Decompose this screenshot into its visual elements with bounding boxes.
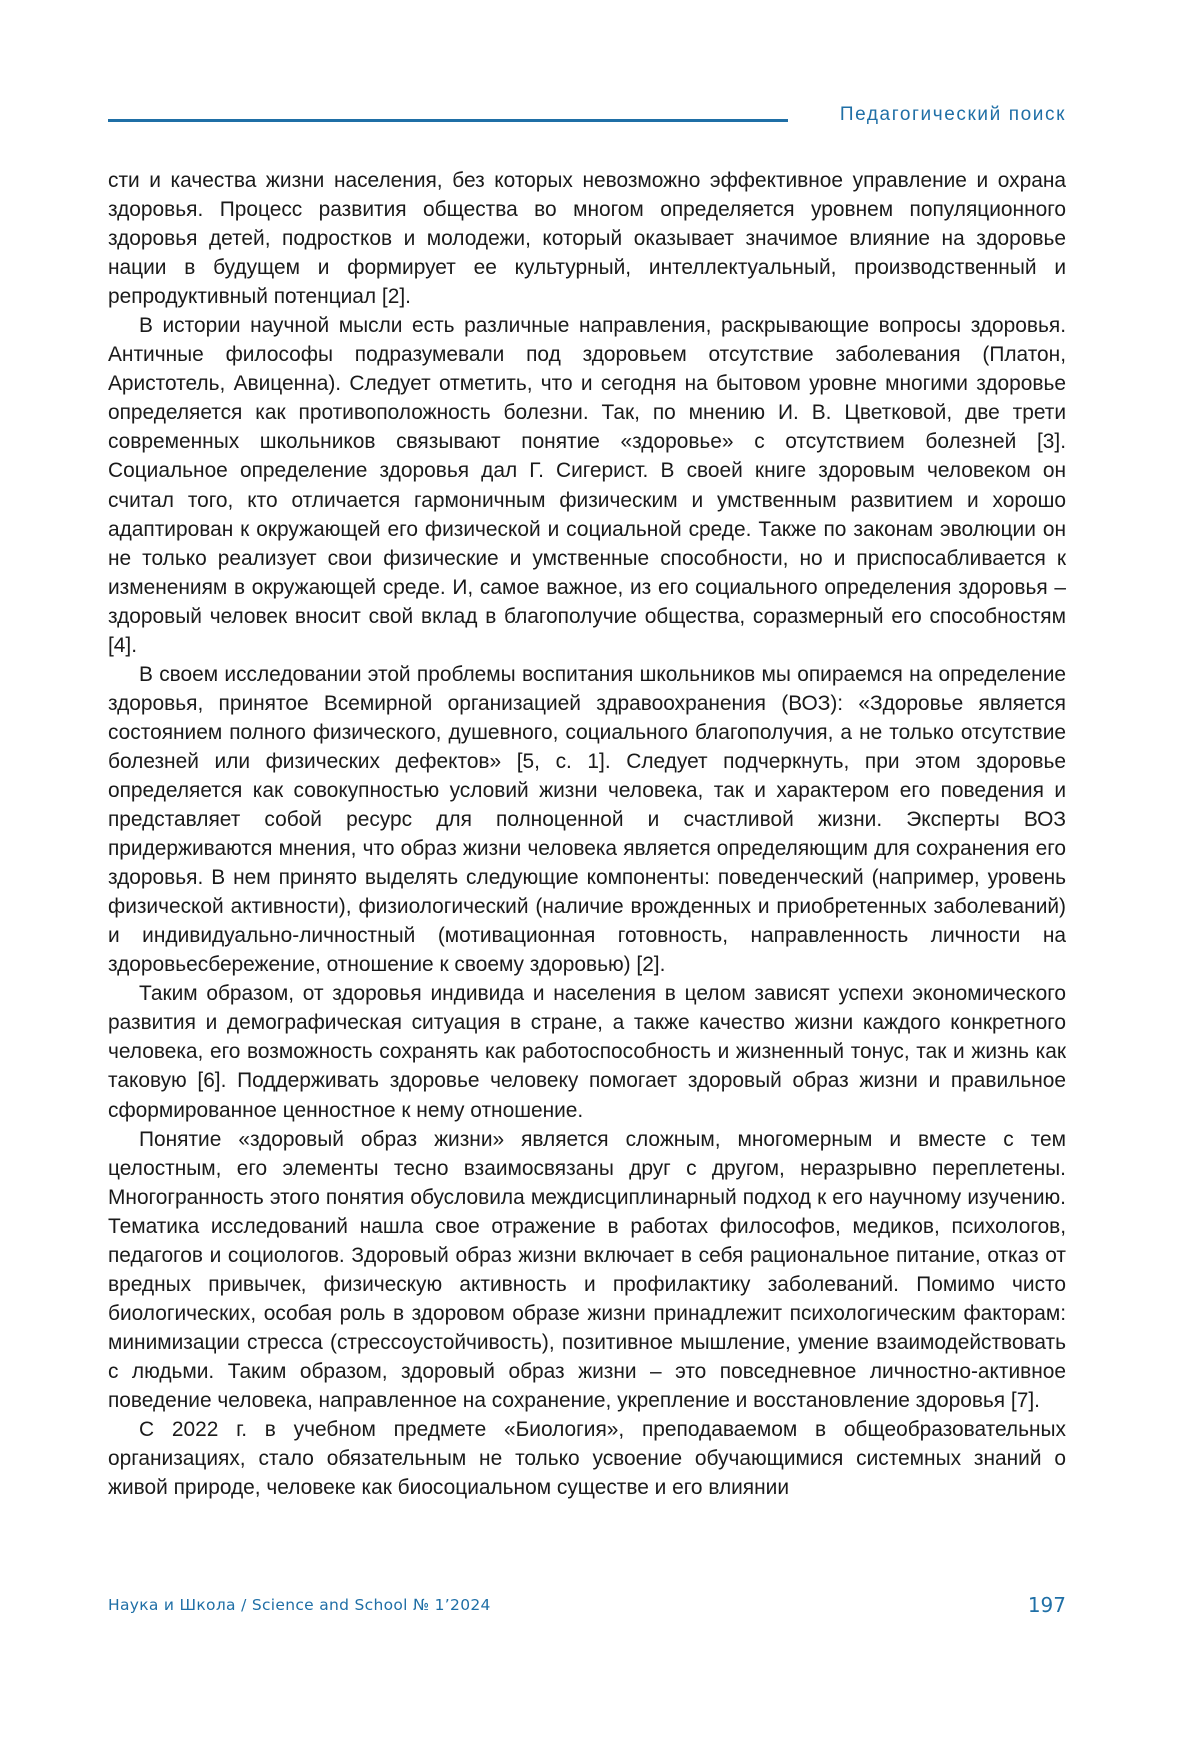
- paragraph: В истории научной мысли есть различные направления, раскрывающие вопросы здоровья. Античные философы подразумевали под здоровьем отсутствие заболевания (Платон, Аристотель, Авиценна). Следует отметить, что и сегодня на бытовом уровне многими здоровье определяется как противоположность болезни. Так, по мнению И. В. Цветковой, две трети современных школьников связывают понятие «здоровье» с отсутствием болезней [3]. Социальное определение здоровья дал Г. Сигерист. В своей книге здоровым человеком он считал того, кто отличается гармоничным физическим и умственным развитием и хорошо адаптирован к окружающей его физической и социальной среде. Также по законам эволюции он не только реализует свои физические и умственные способности, но и приспосабливается к изменениям в окружающей среде. И, самое важное, из его социального определения здоровья – здоровый человек вносит свой вклад в благополучие общества, соразмерный его способностям [4].: [108, 314, 1066, 657]
- paragraph: Понятие «здоровый образ жизни» является сложным, многомерным и вместе с тем целостным, его элементы тесно взаимосвязаны друг с другом, неразрывно переплетены. Многогранность этого понятия обусловила междисциплинарный подход к его научному изучению. Тематика исследований нашла свое отражение в работах философов, медиков, психологов, педагогов и социологов. Здоровый образ жизни включает в себя рациональное питание, отказ от вредных привычек, физическую активность и профилактику заболеваний. Помимо чисто биологических, особая роль в здоровом образе жизни принадлежит психологическим факторам: минимизации стресса (стрессоустойчивость), позитивное мышление, умение взаимодействовать с людьми. Таким образом, здоровый образ жизни – это повседневное личностно-активное поведение человека, направленное на сохранение, укрепление и восстановление здоровья [7].: [108, 1127, 1066, 1412]
- paragraph: С 2022 г. в учебном предмете «Биология», преподаваемом в общеобразовательных организациях, стало обязательным не только усвоение обучающимися системных знаний о живой природе, человеке как биосоциальном существе и его влиянии: [108, 1418, 1066, 1500]
- header-rule: [108, 119, 788, 122]
- running-footer: [108, 1593, 1066, 1622]
- paragraph: В своем исследовании этой проблемы воспитания школьников мы опираемся на определение здоровья, принятое Всемирной организацией здравоохранения (ВОЗ): «Здоровье является состоянием полного физического, душевного, социального благополучия, а не только отсутствие болезней или физических дефектов» [5, с. 1]. Следует подчеркнуть, при этом здоровье определяется как совокупностью условий жизни человека, так и характером его поведения и представляет собой ресурс для полноценной и счастливой жизни. Эксперты ВОЗ придерживаются мнения, что образ жизни человека является определяющим для сохранения его здоровья. В нем принято выделять следующие компоненты: поведенческий (например, уровень физической активности), физиологический (наличие врожденных и приобретенных заболеваний) и индивидуально-личностный (мотивационная готовность, направленность личности на здоровьесбережение, отношение к своему здоровью) [2].: [108, 662, 1066, 977]
- journal-name: Наука и Школа / Science and School № 1’2024: [108, 1596, 491, 1614]
- article-body: [108, 166, 1066, 1502]
- running-header: [108, 104, 1066, 128]
- section-title: Педагогический поиск: [839, 104, 1066, 125]
- paragraph-continued: сти и качества жизни населения, без которых невозможно эффективное управление и охрана здоровья. Процесс развития общества во многом определяется уровнем популяционного здоровья детей, подростков и молодежи, который оказывает значимое влияние на здоровье нации в будущем и формирует ее культурный, интеллектуальный, производственный и репродуктивный потенциал [2].: [108, 169, 1066, 309]
- page-number: 197: [1027, 1593, 1066, 1617]
- paragraph: Таким образом, от здоровья индивида и населения в целом зависят успехи экономического развития и демографическая ситуация в стране, а также качество жизни каждого конкретного человека, его возможность сохранять как работоспособность и жизненный тонус, так и жизнь как таковую [6]. Поддерживать здоровье человеку помогает здоровый образ жизни и правильное сформированное ценностное к нему отношение.: [108, 982, 1066, 1122]
